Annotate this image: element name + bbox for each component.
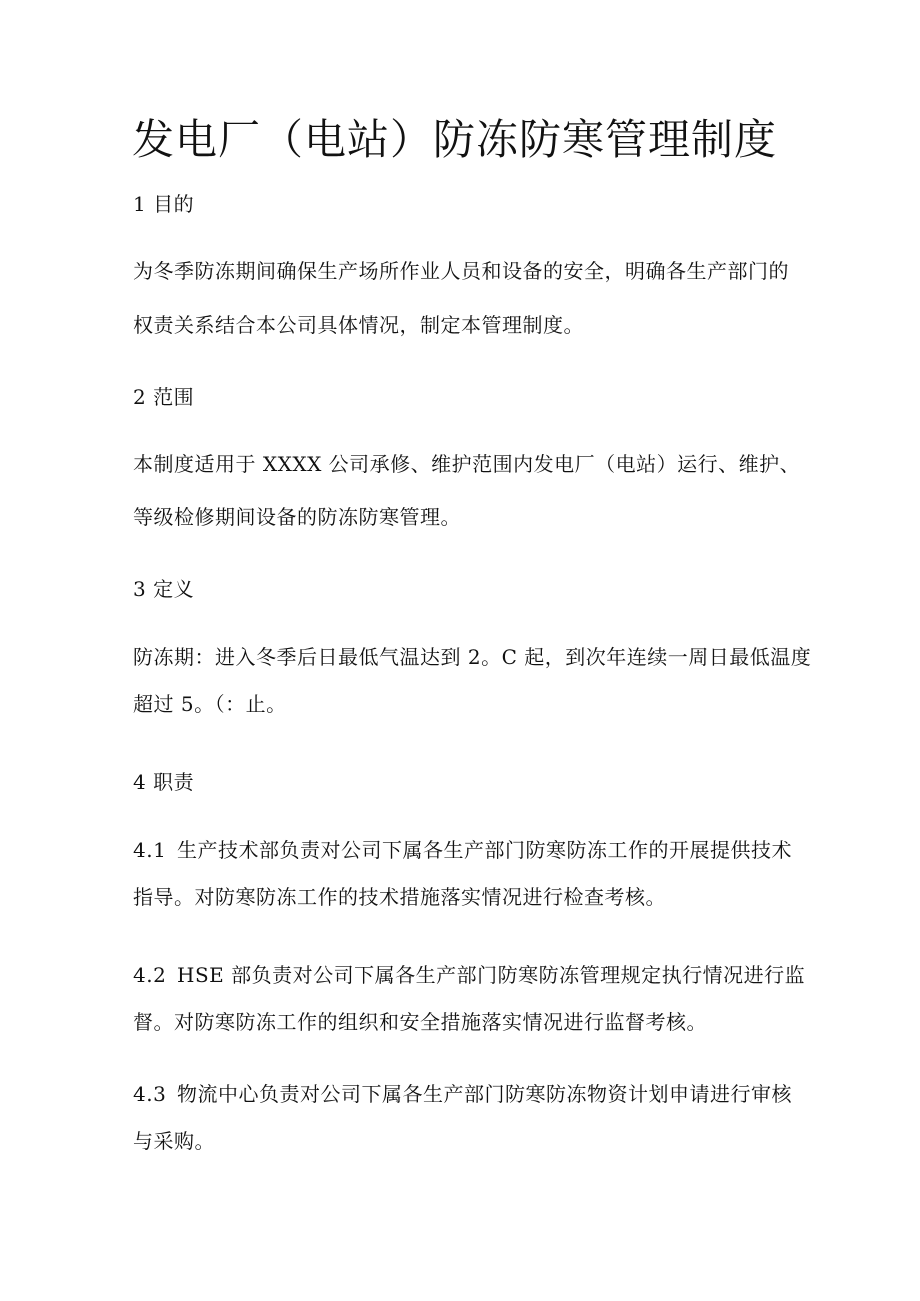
item-4-3-line-2: 与采购。 [133,1129,215,1153]
section-2-line-1: 本制度适用于 XXXX 公司承修、维护范围内发电厂（电站）运行、维护、 [133,452,801,476]
item-4-2-number: 4.2 [133,963,167,987]
item-4-3-number: 4.3 [133,1082,167,1106]
item-4-3-text-1: 物流中心负责对公司下属各生产部门防寒防冻物资计划申请进行审核 [177,1082,792,1106]
section-3-heading: 3 定义 [133,577,195,601]
item-4-1-line-1 [133,836,792,864]
section-2-heading: 2 范围 [133,385,195,409]
section-1-line-2: 权责关系结合本公司具体情况，制定本管理制度。 [133,313,584,337]
item-4-1-number: 4.1 [133,838,167,862]
section-3-line-1: 防冻期：进入冬季后日最低气温达到 2。C 起，到次年连续一周日最低温度 [133,645,812,669]
section-1-line-1: 为冬季防冻期间确保生产场所作业人员和设备的安全，明确各生产部门的 [133,259,789,283]
item-4-3-line-1 [133,1080,792,1108]
section-4-heading: 4 职责 [133,770,195,794]
document-title: 发电厂（电站）防冻防寒管理制度 [132,115,778,164]
section-3-line-2: 超过 5。（：止。 [133,692,287,716]
section-2-line-2: 等级检修期间设备的防冻防寒管理。 [133,505,461,529]
item-4-2-line-1 [133,961,805,989]
item-4-1-line-2: 指导。对防寒防冻工作的技术措施落实情况进行检查考核。 [133,885,666,909]
item-4-2-line-2: 督。对防寒防冻工作的组织和安全措施落实情况进行监督考核。 [133,1010,707,1034]
item-4-1-text-1: 生产技术部负责对公司下属各生产部门防寒防冻工作的开展提供技术 [177,838,792,862]
section-1-heading: 1 目的 [133,192,195,216]
item-4-2-text-1: HSE 部负责对公司下属各生产部门防寒防冻管理规定执行情况进行监 [177,963,806,987]
